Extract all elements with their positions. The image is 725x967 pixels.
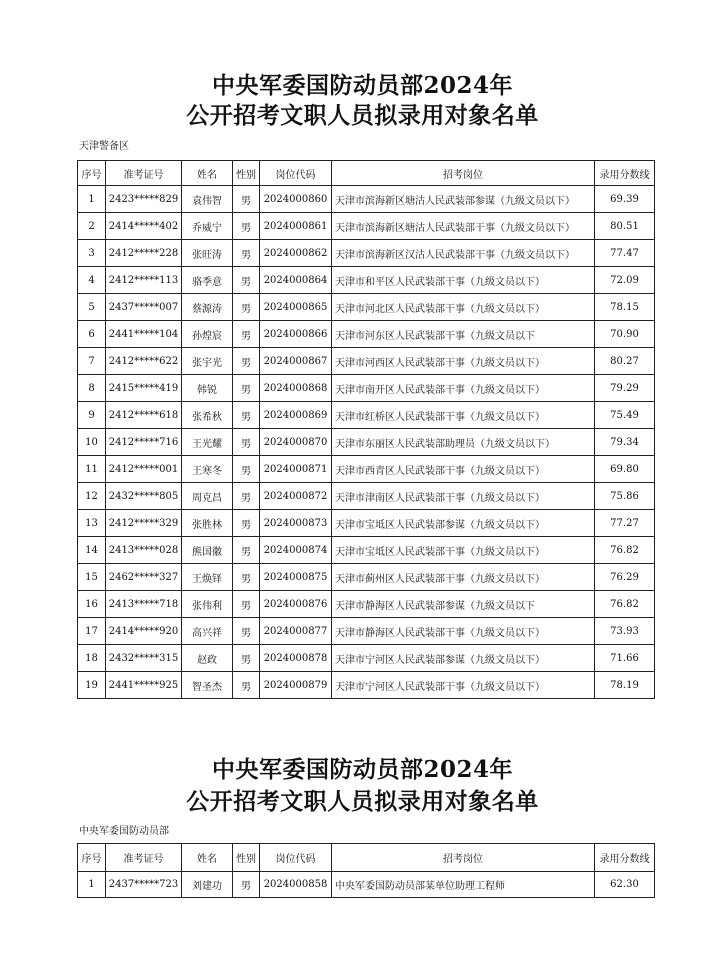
name-cell: 乔威宁 (182, 213, 233, 240)
score-cell: 72.09 (595, 267, 655, 294)
exam-id-cell: 2432*****315 (106, 645, 182, 672)
score-cell: 80.51 (595, 213, 655, 240)
header-name: 姓名 (182, 844, 233, 872)
gender-cell: 男 (233, 510, 260, 537)
score-cell: 75.49 (595, 402, 655, 429)
post-cell: 天津市和平区人民武装部干事（九级文员以下） (332, 267, 595, 294)
post-cell: 天津市东丽区人民武装部助理员（九级文员以下） (332, 429, 595, 456)
score-cell: 75.86 (595, 483, 655, 510)
gender-cell: 男 (233, 645, 260, 672)
post-cell: 天津市红桥区人民武装部干事（九级文员以下） (332, 402, 595, 429)
table-row (78, 456, 655, 483)
post-code-cell: 2024000865 (260, 294, 332, 321)
exam-id-cell: 2415*****419 (106, 375, 182, 402)
score-cell: 70.90 (595, 321, 655, 348)
exam-id-cell: 2412*****618 (106, 402, 182, 429)
exam-id-cell: 2412*****329 (106, 510, 182, 537)
post-cell: 天津市宝坻区人民武装部干事（九级文员以下） (332, 537, 595, 564)
table-row (78, 186, 655, 213)
name-cell: 韩锐 (182, 375, 233, 402)
gender-cell: 男 (233, 429, 260, 456)
table-row (78, 321, 655, 348)
post-cell: 天津市静海区人民武装部参谋（九级文员以下 (332, 591, 595, 618)
seq-cell: 1 (78, 186, 106, 213)
exam-id-cell: 2441*****925 (106, 672, 182, 699)
post-cell: 天津市静海区人民武装部干事（九级文员以下） (332, 618, 595, 645)
exam-id-cell: 2412*****113 (106, 267, 182, 294)
header-post-code: 岗位代码 (260, 161, 332, 186)
exam-id-cell: 2437*****007 (106, 294, 182, 321)
post-cell: 天津市滨海新区塘沽人民武装部干事（九级文员以下） (332, 213, 595, 240)
post-cell: 天津市津南区人民武装部干事（九级文员以下） (332, 483, 595, 510)
table-row (78, 672, 655, 699)
name-cell: 周克昌 (182, 483, 233, 510)
header-exam-id: 准考证号 (106, 844, 182, 872)
seq-cell: 18 (78, 645, 106, 672)
name-cell: 赵政 (182, 645, 233, 672)
post-code-cell: 2024000866 (260, 321, 332, 348)
seq-cell: 16 (78, 591, 106, 618)
header-seq: 序号 (78, 161, 106, 186)
seq-cell: 5 (78, 294, 106, 321)
table-row (78, 402, 655, 429)
gender-cell: 男 (233, 294, 260, 321)
post-cell: 天津市河东区人民武装部干事（九级文员以下 (332, 321, 595, 348)
section1-title-line2: 公开招考文职人员拟录用对象名单 (186, 102, 539, 129)
seq-cell: 12 (78, 483, 106, 510)
score-cell: 80.27 (595, 348, 655, 375)
score-cell: 76.82 (595, 537, 655, 564)
name-cell: 张旺涛 (182, 240, 233, 267)
post-code-cell: 2024000876 (260, 591, 332, 618)
table-row (78, 294, 655, 321)
post-code-cell: 2024000872 (260, 483, 332, 510)
post-cell: 天津市宁河区人民武装部干事（九级文员以下） (332, 672, 595, 699)
header-gender: 性别 (233, 844, 260, 872)
post-code-cell: 2024000877 (260, 618, 332, 645)
seq-cell: 17 (78, 618, 106, 645)
seq-cell: 9 (78, 402, 106, 429)
exam-id-cell: 2413*****028 (106, 537, 182, 564)
post-code-cell: 2024000861 (260, 213, 332, 240)
exam-id-cell: 2414*****402 (106, 213, 182, 240)
exam-id-cell: 2441*****104 (106, 321, 182, 348)
seq-cell: 2 (78, 213, 106, 240)
post-code-cell: 2024000870 (260, 429, 332, 456)
name-cell: 张希秋 (182, 402, 233, 429)
section1-title-line1: 中央军委国防动员部2024年 (211, 72, 513, 99)
post-code-cell: 2024000878 (260, 645, 332, 672)
header-exam-id: 准考证号 (106, 161, 182, 186)
score-cell: 71.66 (595, 645, 655, 672)
name-cell: 王寒冬 (182, 456, 233, 483)
name-cell: 孙煌宸 (182, 321, 233, 348)
name-cell: 袁伟智 (182, 186, 233, 213)
header-seq: 序号 (78, 844, 106, 872)
name-cell: 张宇光 (182, 348, 233, 375)
gender-cell: 男 (233, 537, 260, 564)
header-gender: 性别 (233, 161, 260, 186)
exam-id-cell: 2412*****228 (106, 240, 182, 267)
seq-cell: 8 (78, 375, 106, 402)
gender-cell: 男 (233, 618, 260, 645)
gender-cell: 男 (233, 186, 260, 213)
score-cell: 76.29 (595, 564, 655, 591)
post-cell: 天津市宝坻区人民武装部参谋（九级文员以下） (332, 510, 595, 537)
seq-cell: 6 (78, 321, 106, 348)
header-post-code: 岗位代码 (260, 844, 332, 872)
score-cell: 79.34 (595, 429, 655, 456)
score-cell: 76.82 (595, 591, 655, 618)
score-cell: 62.30 (595, 872, 655, 898)
seq-cell: 4 (78, 267, 106, 294)
post-code-cell: 2024000862 (260, 240, 332, 267)
gender-cell: 男 (233, 402, 260, 429)
score-cell: 77.47 (595, 240, 655, 267)
post-code-cell: 2024000875 (260, 564, 332, 591)
name-cell: 智圣杰 (182, 672, 233, 699)
post-code-cell: 2024000871 (260, 456, 332, 483)
seq-cell: 11 (78, 456, 106, 483)
post-code-cell: 2024000864 (260, 267, 332, 294)
table-row (78, 872, 655, 898)
post-cell: 天津市滨海新区汉沽人民武装部干事（九级文员以下） (332, 240, 595, 267)
seq-cell: 10 (78, 429, 106, 456)
seq-cell: 1 (78, 872, 106, 898)
section2-department: 中央军委国防动员部 (79, 826, 169, 837)
table-row (78, 213, 655, 240)
gender-cell: 男 (233, 564, 260, 591)
score-cell: 69.39 (595, 186, 655, 213)
post-code-cell: 2024000873 (260, 510, 332, 537)
gender-cell: 男 (233, 672, 260, 699)
gender-cell: 男 (233, 456, 260, 483)
post-code-cell: 2024000858 (260, 872, 332, 898)
exam-id-cell: 2423*****829 (106, 186, 182, 213)
score-cell: 73.93 (595, 618, 655, 645)
header-score: 录用分数线 (595, 161, 655, 186)
post-cell: 天津市西青区人民武装部干事（九级文员以下） (332, 456, 595, 483)
table-row (78, 537, 655, 564)
name-cell: 骆季意 (182, 267, 233, 294)
score-cell: 78.15 (595, 294, 655, 321)
name-cell: 王光耀 (182, 429, 233, 456)
post-code-cell: 2024000879 (260, 672, 332, 699)
header-post: 招考岗位 (332, 161, 595, 186)
score-cell: 78.19 (595, 672, 655, 699)
table-row (78, 645, 655, 672)
post-code-cell: 2024000868 (260, 375, 332, 402)
table-row (78, 348, 655, 375)
gender-cell: 男 (233, 213, 260, 240)
gender-cell: 男 (233, 872, 260, 898)
roster-table-1 (77, 160, 655, 699)
seq-cell: 14 (78, 537, 106, 564)
score-cell: 69.80 (595, 456, 655, 483)
post-cell: 天津市滨海新区塘沽人民武装部参谋（九级文员以下） (332, 186, 595, 213)
score-cell: 79.29 (595, 375, 655, 402)
name-cell: 张胜林 (182, 510, 233, 537)
post-code-cell: 2024000867 (260, 348, 332, 375)
table-row (78, 618, 655, 645)
header-row (78, 844, 655, 872)
table-row (78, 375, 655, 402)
header-row (78, 161, 655, 186)
gender-cell: 男 (233, 375, 260, 402)
section1-department: 天津警备区 (79, 141, 129, 152)
header-score: 录用分数线 (595, 844, 655, 872)
seq-cell: 3 (78, 240, 106, 267)
name-cell: 熊国徽 (182, 537, 233, 564)
exam-id-cell: 2414*****920 (106, 618, 182, 645)
section2-title-line2: 公开招考文职人员拟录用对象名单 (186, 788, 539, 815)
seq-cell: 19 (78, 672, 106, 699)
gender-cell: 男 (233, 321, 260, 348)
score-cell: 77.27 (595, 510, 655, 537)
header-name: 姓名 (182, 161, 233, 186)
table-row (78, 510, 655, 537)
post-code-cell: 2024000874 (260, 537, 332, 564)
exam-id-cell: 2432*****805 (106, 483, 182, 510)
gender-cell: 男 (233, 591, 260, 618)
seq-cell: 15 (78, 564, 106, 591)
post-cell: 天津市河西区人民武装部干事（九级文员以下） (332, 348, 595, 375)
table-row (78, 267, 655, 294)
table-row (78, 591, 655, 618)
gender-cell: 男 (233, 240, 260, 267)
name-cell: 王焕铎 (182, 564, 233, 591)
name-cell: 刘建功 (182, 872, 233, 898)
exam-id-cell: 2437*****723 (106, 872, 182, 898)
post-code-cell: 2024000869 (260, 402, 332, 429)
post-cell: 天津市河北区人民武装部干事（九级文员以下） (332, 294, 595, 321)
gender-cell: 男 (233, 483, 260, 510)
table-row (78, 429, 655, 456)
exam-id-cell: 2412*****622 (106, 348, 182, 375)
seq-cell: 7 (78, 348, 106, 375)
post-cell: 天津市南开区人民武装部干事（九级文员以下） (332, 375, 595, 402)
name-cell: 蔡源涛 (182, 294, 233, 321)
exam-id-cell: 2462*****327 (106, 564, 182, 591)
name-cell: 张伟利 (182, 591, 233, 618)
exam-id-cell: 2412*****716 (106, 429, 182, 456)
table-row (78, 483, 655, 510)
table-row (78, 564, 655, 591)
exam-id-cell: 2412*****001 (106, 456, 182, 483)
gender-cell: 男 (233, 348, 260, 375)
gender-cell: 男 (233, 267, 260, 294)
seq-cell: 13 (78, 510, 106, 537)
section2-title-line1: 中央军委国防动员部2024年 (211, 756, 513, 783)
name-cell: 高兴祥 (182, 618, 233, 645)
post-cell: 天津市蓟州区人民武装部干事（九级文员以下） (332, 564, 595, 591)
header-post: 招考岗位 (332, 844, 595, 872)
post-cell: 天津市宁河区人民武装部参谋（九级文员以下） (332, 645, 595, 672)
post-code-cell: 2024000860 (260, 186, 332, 213)
roster-table-2 (77, 843, 655, 898)
post-cell: 中央军委国防动员部某单位助理工程师 (332, 872, 595, 898)
exam-id-cell: 2413*****718 (106, 591, 182, 618)
table-row (78, 240, 655, 267)
